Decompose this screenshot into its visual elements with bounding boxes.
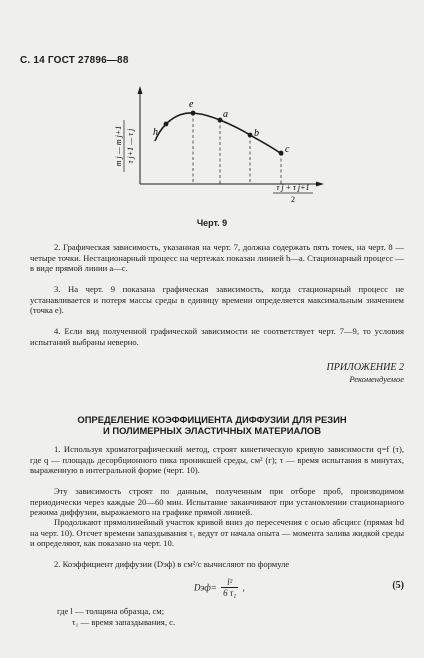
section-title-line2: И ПОЛИМЕРНЫХ ЭЛАСТИЧНЫХ МАТЕРИАЛОВ bbox=[102, 425, 321, 436]
formula-numerator: l² bbox=[221, 577, 238, 588]
page-header: С. 14 ГОСТ 27896—88 bbox=[20, 55, 129, 66]
formula-denominator: 6 τ₁ bbox=[223, 588, 237, 598]
where-line-1: где l — толщина образца, см; bbox=[57, 606, 165, 616]
label-a: a bbox=[223, 109, 228, 120]
xlabel-numerator: τ j + τ j+1 bbox=[276, 183, 310, 192]
xlabel-denominator: 2 bbox=[291, 195, 295, 204]
formula-tail: , bbox=[242, 582, 245, 593]
figure-chart bbox=[0, 0, 424, 230]
ylabel-denominator: τ j+1 — τ j bbox=[126, 128, 135, 164]
formula-lhs: Dэф= bbox=[194, 582, 217, 593]
figure-caption: Черт. 9 bbox=[196, 218, 228, 228]
section-title-line1: ОПРЕДЕЛЕНИЕ КОЭФФИЦИЕНТА ДИФФУЗИИ ДЛЯ РЕЗИН bbox=[77, 414, 347, 425]
label-b: b bbox=[254, 128, 259, 139]
label-h: h bbox=[153, 127, 158, 138]
where-line-2: τ₁ — время запаздывания, с. bbox=[72, 617, 176, 627]
paragraph-2: 2. Графическая зависимость, указанная на черт. 7, должна содержать пять точек, на черт. 8 — четыре точки. Нестационарный процесс на чертежах показан линией h—a. Стационарный процесс — в виде прямой линии a—c. bbox=[30, 242, 404, 274]
y-axis-arrow bbox=[138, 86, 143, 94]
section-paragraph-3: Продолжают прямолинейный участок кривой вниз до пересечения с осью абсцисс (прямая bd на черт. 10). Отсчет времени запаздывания τ₁ ведут от начала опыта — момента залива жидкой среды и определяют, как показано на черт. 10. bbox=[30, 517, 404, 549]
formula-fraction bbox=[221, 577, 238, 598]
formula bbox=[194, 577, 245, 598]
section-paragraph-4: 2. Коэффициент диффузии (Dэф) в см²/с вычисляют по формуле bbox=[54, 559, 290, 569]
paragraph-4: 4. Если вид полученной графической зависимости не соответствует черт. 7—9, то условия испытаний выбраны неверно. bbox=[30, 326, 404, 347]
point-a bbox=[218, 118, 223, 123]
section-paragraph-1: 1. Используя хроматографический метод, строят кинетическую кривую зависимости q=f (τ), где q — площадь десорбционного пика проникшей среды, см² (г); τ — время испытания в минутах, выраженную в интегральной форме (черт. 10). bbox=[30, 444, 404, 476]
point-c bbox=[279, 151, 284, 156]
label-e: e bbox=[189, 99, 194, 110]
appendix-note: Рекомендуемое bbox=[349, 374, 404, 384]
section-title bbox=[30, 414, 394, 436]
point-h bbox=[164, 122, 169, 127]
paragraph-3: 3. На черт. 9 показана графическая зависимость, когда стационарный процесс не устанавливается и потеря массы среды в единицу времени определяется максимальным значением (точка e). bbox=[30, 284, 404, 316]
label-c: c bbox=[285, 144, 290, 155]
point-b bbox=[248, 133, 253, 138]
section-paragraph-2: Эту зависимость строят по данным, полученным при отборе проб, производимом периодически через каждые 20—60 мин. Испытание заканчивают при установлении стационарного режима диффузии, выражаемого на графике прямой линией. bbox=[30, 486, 404, 518]
appendix-title: ПРИЛОЖЕНИЕ 2 bbox=[326, 362, 404, 373]
equation-number: (5) bbox=[392, 580, 404, 591]
point-e bbox=[191, 111, 196, 116]
x-axis-arrow bbox=[316, 182, 324, 187]
y-axis-label bbox=[114, 120, 135, 172]
ylabel-numerator: m j — m j+1 bbox=[114, 125, 123, 167]
